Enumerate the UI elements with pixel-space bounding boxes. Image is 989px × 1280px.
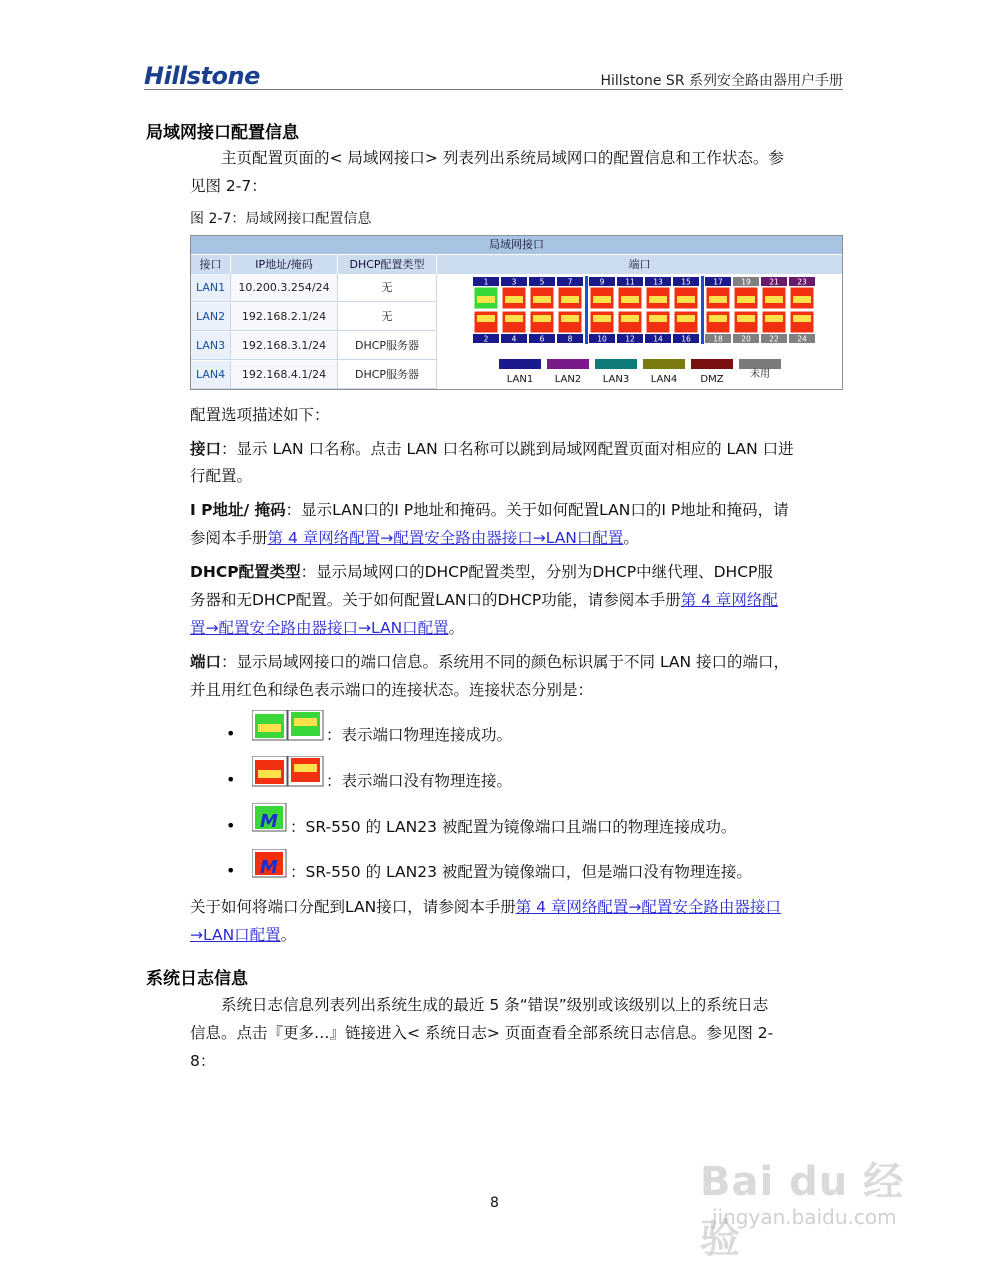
bullet-dot: •	[226, 816, 236, 835]
option-interface-line1	[190, 435, 843, 463]
assign-tail: 。	[280, 926, 297, 944]
legend-swatch	[691, 359, 733, 369]
legend-swatch	[595, 359, 637, 369]
option-ip-ref: 参阅本手册	[190, 529, 268, 547]
option-dhcp-desc: ：显示局域网口的DHCP配置类型，分别为DHCP中继代理、DHCP服	[300, 563, 773, 581]
legend-swatch	[643, 359, 685, 369]
legend-label: LAN1	[506, 374, 534, 385]
bullet-connected-text: ：表示端口物理连接成功。	[326, 726, 513, 744]
option-ip-tail: 。	[623, 529, 639, 547]
option-port-term: 端口	[190, 653, 222, 671]
port-bottom-pins	[593, 315, 611, 322]
port-number-label: 10	[597, 334, 607, 344]
row-lan3-dhcp: DHCP服务器	[338, 332, 437, 360]
option-dhcp-line1	[190, 558, 843, 586]
option-ip-term: I P地址/ 掩码	[190, 501, 286, 519]
option-ip-link[interactable]: 第 4 章网络配置→配置安全路由器接口→LAN口配置	[267, 529, 624, 547]
option-dhcp-tail: 。	[448, 619, 465, 637]
legend-label: LAN4	[650, 374, 678, 385]
option-ip-line2	[190, 524, 843, 552]
option-dhcp-ref: 务器和无DHCP配置。关于如何配置LAN口的DHCP功能，请参阅本手册	[190, 591, 681, 609]
option-port-line2: 并且用红色和绿色表示端口的连接状态。连接状态分别是：	[190, 681, 594, 699]
section-heading-lan: 局域网接口配置信息	[146, 123, 299, 143]
col-header-ip: IP地址/掩码	[231, 255, 338, 274]
row-lan3-interface-link[interactable]: LAN3	[191, 332, 231, 360]
port-bottom-pins	[621, 315, 639, 322]
row-lan4-dhcp: DHCP服务器	[338, 361, 437, 389]
port-number-label: 6	[539, 334, 545, 344]
watermark-brand: Bai du 经验	[700, 1159, 905, 1262]
port-panel-graphic	[437, 274, 842, 389]
port-number-label: 18	[713, 334, 723, 344]
port-bottom-pins	[737, 315, 755, 322]
option-dhcp-link-a[interactable]: 第 4 章网络配	[680, 591, 778, 609]
port-top-pins	[477, 296, 495, 303]
port-top-pins	[793, 296, 811, 303]
port-top-pins	[737, 296, 755, 303]
port-panel	[437, 274, 842, 389]
legend-swatch	[499, 359, 541, 369]
port-top-pins	[505, 296, 523, 303]
port-disconnected-icon	[252, 756, 324, 788]
bullet-mirror-connected-text: ：SR-550 的 LAN23 被配置为镜像端口且端口的物理连接成功。	[290, 818, 737, 836]
assign-link-a[interactable]: 第 4 章网络配置→配置安全路由器接口	[515, 898, 781, 916]
legend-label: 未用	[750, 369, 770, 380]
svg-text:M: M	[260, 857, 278, 878]
port-number-label: 19	[741, 277, 751, 287]
port-group-separator	[585, 276, 588, 344]
document-title: Hillstone SR 系列安全路由器用户手册	[600, 73, 843, 89]
row-lan1-dhcp: 无	[338, 274, 437, 302]
port-number-label: 24	[797, 334, 807, 344]
port-number-label: 12	[625, 334, 635, 344]
option-dhcp-line3	[190, 614, 843, 642]
option-ip-desc: ：显示LAN口的I P地址和掩码。关于如何配置LAN口的I P地址和掩码，请	[285, 501, 789, 519]
option-interface-term: 接口	[190, 440, 222, 458]
bullet-dot: •	[226, 770, 236, 789]
port-number-label: 3	[511, 277, 517, 287]
row-lan2-interface-link[interactable]: LAN2	[191, 303, 231, 331]
bullet-dot: •	[226, 861, 236, 880]
port-bottom-pins	[505, 315, 523, 322]
option-dhcp-term: DHCP配置类型	[190, 563, 301, 581]
lan-interface-figure	[190, 235, 843, 390]
port-number-label: 21	[769, 277, 779, 287]
port-bottom-pins	[533, 315, 551, 322]
assign-link-b[interactable]: →LAN口配置	[190, 926, 281, 944]
port-bottom-pins	[649, 315, 667, 322]
port-top-pins	[561, 296, 579, 303]
option-dhcp-line2	[190, 586, 843, 614]
port-top-pins	[709, 296, 727, 303]
legend-label: LAN2	[554, 374, 582, 385]
col-header-interface: 接口	[191, 255, 231, 274]
syslog-line1: 系统日志信息列表列出系统生成的最近 5 条“错误”级别或该级别以上的系统日志	[221, 996, 769, 1014]
port-number-label: 11	[625, 277, 635, 287]
legend-swatch	[547, 359, 589, 369]
port-top-pins	[765, 296, 783, 303]
port-number-label: 22	[769, 334, 779, 344]
intro-paragraph-line2: 见图 2-7：	[190, 177, 267, 195]
row-lan4-interface-link[interactable]: LAN4	[191, 361, 231, 389]
option-port-line1	[190, 648, 843, 676]
figure-caption: 图 2-7：局域网接口配置信息	[190, 211, 372, 227]
col-header-ports: 端口	[437, 255, 842, 274]
port-connected-icon	[252, 710, 324, 742]
port-group-separator	[701, 276, 704, 344]
port-top-pins	[533, 296, 551, 303]
bullet-disconnected-text: ：表示端口没有物理连接。	[326, 772, 513, 790]
port-bottom-pins	[793, 315, 811, 322]
port-bottom-pins	[477, 315, 495, 322]
port-number-label: 23	[797, 277, 807, 287]
row-lan2-ip: 192.168.2.1/24	[231, 303, 338, 331]
row-lan1-ip: 10.200.3.254/24	[231, 274, 338, 302]
port-number-label: 7	[567, 277, 573, 287]
page-number: 8	[490, 1195, 499, 1211]
row-lan3-ip: 192.168.3.1/24	[231, 332, 338, 360]
section-heading-syslog: 系统日志信息	[146, 969, 248, 989]
port-bottom-pins	[677, 315, 695, 322]
option-port-desc: ：显示局域网接口的端口信息。系统用不同的颜色标识属于不同 LAN 接口的端口，	[221, 653, 790, 671]
bullet-dot: •	[226, 724, 236, 743]
mirror-connected-icon	[252, 803, 288, 833]
option-dhcp-link-b[interactable]: 置→配置安全路由器接口→LAN口配置	[190, 619, 449, 637]
col-header-dhcp: DHCP配置类型	[338, 255, 437, 274]
syslog-line3: 8：	[190, 1052, 216, 1070]
svg-text:M: M	[260, 811, 278, 832]
watermark-url: jingyan.baidu.com	[712, 1205, 897, 1229]
port-bottom-pins	[709, 315, 727, 322]
figure-title: 局域网接口	[191, 236, 842, 254]
port-top-pins	[649, 296, 667, 303]
hillstone-logo: Hillstone	[144, 62, 260, 90]
port-number-label: 1	[483, 277, 489, 287]
assign-text: 关于如何将端口分配到LAN接口，请参阅本手册	[190, 898, 516, 916]
port-number-label: 8	[567, 334, 573, 344]
port-top-pins	[593, 296, 611, 303]
port-number-label: 9	[599, 277, 605, 287]
row-lan2-dhcp: 无	[338, 303, 437, 331]
port-number-label: 13	[653, 277, 663, 287]
port-number-label: 16	[681, 334, 691, 344]
legend-swatch	[739, 359, 781, 369]
port-number-label: 15	[681, 277, 691, 287]
port-number-label: 17	[713, 277, 723, 287]
assign-line1	[190, 893, 843, 921]
bullet-mirror-disconnected-text: ：SR-550 的 LAN23 被配置为镜像端口，但是端口没有物理连接。	[290, 863, 752, 881]
port-top-pins	[677, 296, 695, 303]
port-bottom-pins	[765, 315, 783, 322]
port-top-pins	[621, 296, 639, 303]
port-number-label: 20	[741, 334, 751, 344]
port-bottom-pins	[561, 315, 579, 322]
port-number-label: 14	[653, 334, 663, 344]
option-interface-line2: 行配置。	[190, 467, 253, 485]
port-number-label: 2	[483, 334, 489, 344]
syslog-line2: 信息。点击『更多…』链接进入< 系统日志> 页面查看全部系统日志信息。参见图 2-	[190, 1024, 774, 1042]
assign-line2	[190, 921, 843, 949]
port-number-label: 4	[511, 334, 517, 344]
row-lan4-ip: 192.168.4.1/24	[231, 361, 338, 389]
intro-paragraph-line1: 主页配置页面的< 局域网接口> 列表列出系统局域网口的配置信息和工作状态。参	[221, 149, 784, 167]
legend-label: LAN3	[602, 374, 630, 385]
legend-label: DMZ	[700, 374, 724, 385]
option-ip-line1	[190, 496, 843, 524]
header-divider	[144, 89, 843, 90]
row-lan1-interface-link[interactable]: LAN1	[191, 274, 231, 302]
port-number-label: 5	[539, 277, 545, 287]
option-interface-desc: ：显示 LAN 口名称。点击 LAN 口名称可以跳到局域网配置页面对相应的 LAN 口进	[221, 440, 794, 458]
options-lead: 配置选项描述如下：	[190, 406, 330, 424]
mirror-disconnected-icon	[252, 849, 288, 879]
